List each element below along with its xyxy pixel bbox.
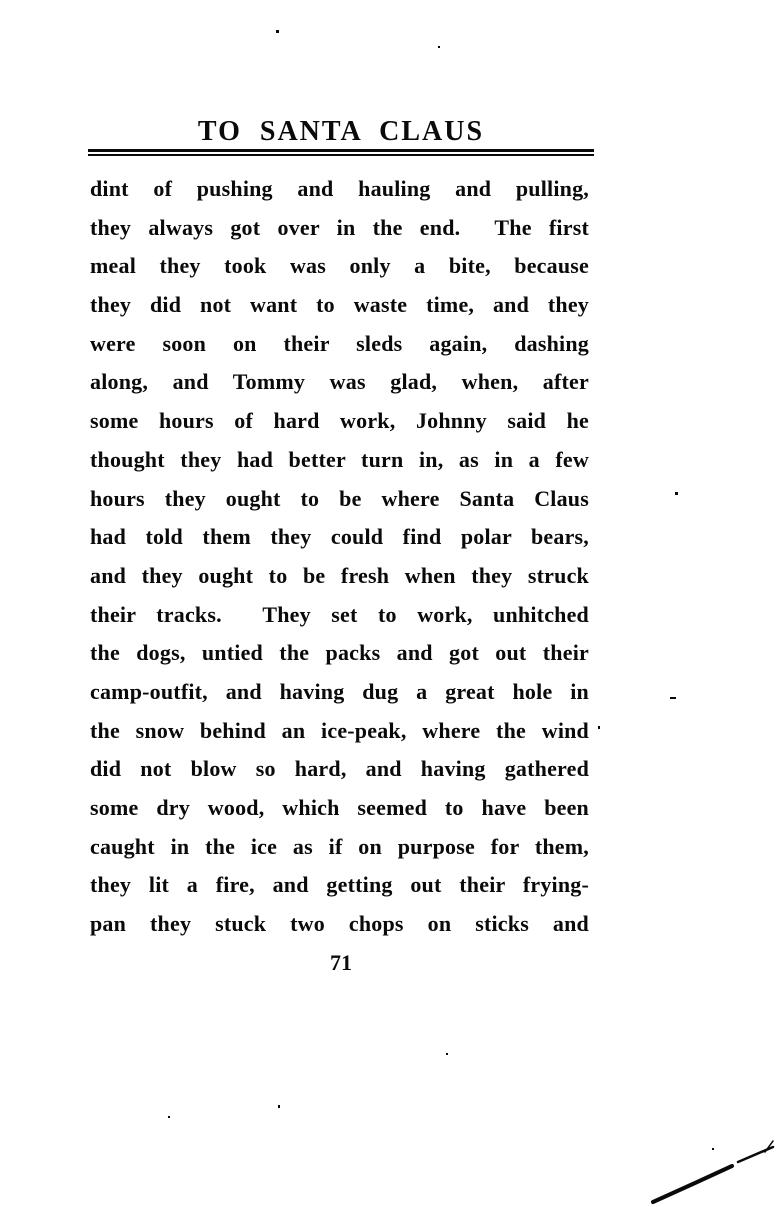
- text-line: thought they had better turn in, as in a few: [90, 446, 589, 472]
- page-title: TO SANTA CLAUS: [197, 116, 485, 147]
- text-line: camp-outfit, and having dug a great hole in: [90, 678, 589, 704]
- text-line: some hours of hard work, Johnny said he: [90, 408, 589, 434]
- text-line: they lit a fire, and getting out their frying-: [90, 872, 589, 898]
- ink-speck: [168, 1116, 170, 1118]
- header-divider: [88, 149, 594, 156]
- page-number: 71: [330, 950, 352, 975]
- text-line: did not blow so hard, and having gathered: [90, 756, 589, 782]
- text-line: their tracks. They set to work, unhitched: [90, 601, 589, 627]
- ink-speck: [446, 1053, 448, 1055]
- text-line: some dry wood, which seemed to have been: [90, 795, 589, 820]
- scratch-mark: [640, 1133, 777, 1207]
- text-line: meal they took was only a bite, because: [90, 253, 589, 279]
- text-line: they did not want to waste time, and they: [90, 292, 589, 318]
- ink-speck: [670, 697, 676, 699]
- text-line: pan they stuck two chops on sticks and: [90, 911, 589, 937]
- text-line: they always got over in the end. The first: [90, 214, 589, 240]
- text-line: hours they ought to be where Santa Claus: [90, 485, 589, 511]
- text-line: the snow behind an ice-peak, where the wind: [90, 717, 589, 743]
- ink-speck: [675, 492, 678, 495]
- text-line: and they ought to be fresh when they struck: [90, 562, 589, 588]
- ink-speck: [598, 726, 600, 729]
- text-line: along, and Tommy was glad, when, after: [90, 369, 589, 395]
- ink-speck: [438, 46, 440, 48]
- text-line: dint of pushing and hauling and pulling,: [90, 176, 589, 201]
- ink-speck: [276, 30, 279, 33]
- text-line: the dogs, untied the packs and got out their: [90, 640, 589, 666]
- text-line: caught in the ice as if on purpose for them,: [90, 833, 589, 859]
- ink-speck: [278, 1105, 280, 1108]
- text-line: had told them they could find polar bears,: [90, 524, 589, 550]
- body-text: [90, 170, 589, 944]
- text-line: were soon on their sleds again, dashing: [90, 330, 589, 356]
